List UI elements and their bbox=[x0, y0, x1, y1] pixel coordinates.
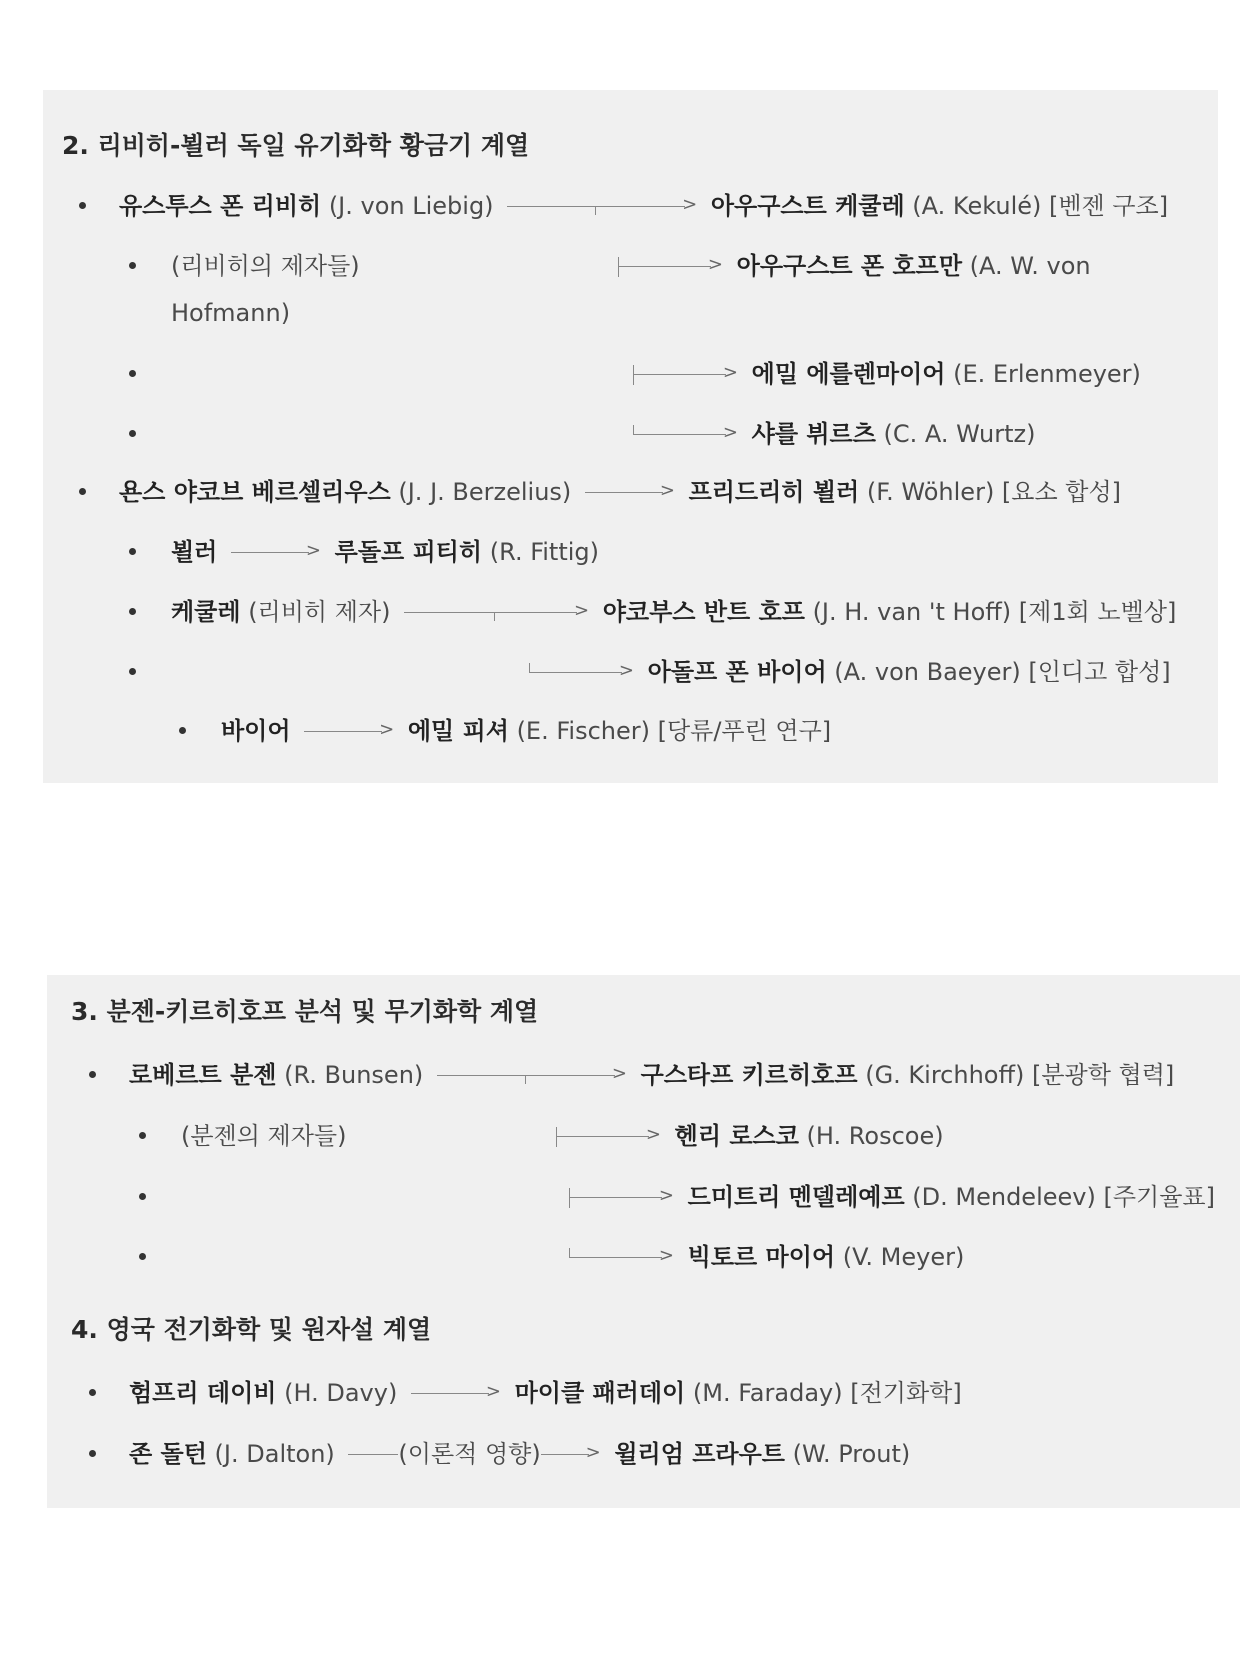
branch-arrow: > bbox=[633, 365, 738, 385]
person-kekule-short: 케쿨레 bbox=[171, 598, 241, 626]
lineage-baeyer bbox=[529, 657, 1171, 687]
person-baeyer: 아돌프 폰 바이어 bbox=[647, 658, 827, 686]
person-berzelius: 욘스 야코브 베르셀리우스 bbox=[119, 478, 391, 506]
bullet bbox=[129, 608, 136, 615]
bullet bbox=[89, 1071, 96, 1078]
bullet bbox=[79, 488, 86, 495]
erlenmeyer-en: (E. Erlenmeyer) bbox=[945, 360, 1141, 388]
hofmann-en-cont: Hofmann) bbox=[171, 299, 291, 327]
arrow-connector: > bbox=[585, 483, 675, 503]
bullet bbox=[139, 1253, 146, 1260]
person-fittig: 루돌프 피티히 bbox=[334, 538, 483, 566]
person-prout: 윌리엄 프라우트 bbox=[614, 1440, 785, 1468]
branch-end-arrow: > bbox=[529, 663, 634, 683]
liebig-en: (J. von Liebig) bbox=[321, 192, 494, 220]
lineage-bunsen-kirchhoff bbox=[129, 1060, 1174, 1090]
bunsen-en: (R. Bunsen) bbox=[276, 1061, 424, 1089]
person-erlenmeyer: 에밀 에를렌마이어 bbox=[751, 360, 946, 388]
person-dalton: 존 돌턴 bbox=[129, 1440, 207, 1468]
kekule-note: (리비히 제자) bbox=[240, 598, 391, 626]
liebig-students-note: (리비히의 제자들) bbox=[171, 252, 360, 280]
bullet bbox=[89, 1389, 96, 1396]
bullet bbox=[129, 430, 136, 437]
arrow-connector: > bbox=[437, 1066, 627, 1086]
bunsen-students-note: (분젠의 제자들) bbox=[181, 1122, 347, 1150]
kirchhoff-en: (G. Kirchhoff) [분광학 협력] bbox=[857, 1061, 1175, 1089]
bullet bbox=[129, 548, 136, 555]
section-3-title: 3. 분젠-키르히호프 분석 및 무기화학 계열 bbox=[71, 997, 539, 1026]
faraday-en: (M. Faraday) [전기화학] bbox=[685, 1379, 962, 1407]
arrow-connector: > bbox=[411, 1384, 501, 1404]
person-kekule: 아우구스트 케쿨레 bbox=[710, 192, 905, 220]
person-baeyer-short: 바이어 bbox=[221, 717, 291, 745]
berzelius-en: (J. J. Berzelius) bbox=[390, 478, 572, 506]
hofmann-en: (A. W. von bbox=[962, 252, 1091, 280]
person-vanthoff: 야코부스 반트 호프 bbox=[602, 598, 805, 626]
section-2-title: 2. 리비히-뵐러 독일 유기화학 황금기 계열 bbox=[62, 131, 530, 160]
section-4-title: 4. 영국 전기화학 및 원자설 계열 bbox=[71, 1315, 432, 1344]
person-wurtz: 샤를 뷔르츠 bbox=[751, 420, 876, 448]
wohler-en: (F. Wöhler) [요소 합성] bbox=[859, 478, 1122, 506]
lineage-kekule-vanthoff bbox=[171, 597, 1176, 627]
bullet bbox=[139, 1193, 146, 1200]
person-mendeleev: 드미트리 멘델레예프 bbox=[687, 1183, 905, 1211]
lineage-roscoe bbox=[556, 1121, 944, 1151]
davy-en: (H. Davy) bbox=[276, 1379, 398, 1407]
lineage-hofmann bbox=[618, 251, 1091, 281]
section-3-4-panel bbox=[47, 975, 1240, 1508]
lineage-berzelius-wohler bbox=[119, 477, 1121, 507]
person-meyer: 빅토르 마이어 bbox=[687, 1243, 836, 1271]
person-roscoe: 헨리 로스코 bbox=[674, 1122, 799, 1150]
wurtz-en: (C. A. Wurtz) bbox=[875, 420, 1036, 448]
fittig-en: (R. Fittig) bbox=[482, 538, 600, 566]
lineage-mendeleev bbox=[569, 1182, 1215, 1212]
lineage-liebig-kekule bbox=[119, 191, 1168, 221]
branch-end-arrow: > bbox=[569, 1248, 674, 1268]
lineage-davy-faraday bbox=[129, 1378, 962, 1408]
mendeleev-en: (D. Mendeleev) [주기율표] bbox=[904, 1183, 1215, 1211]
bullet bbox=[139, 1132, 146, 1139]
person-davy: 험프리 데이비 bbox=[129, 1379, 277, 1407]
lineage-wohler-fittig bbox=[171, 537, 599, 567]
branch-end-arrow: > bbox=[633, 425, 738, 445]
branch-arrow: > bbox=[556, 1127, 661, 1147]
person-fischer: 에밀 피셔 bbox=[407, 717, 509, 745]
person-faraday: 마이클 패러데이 bbox=[514, 1379, 686, 1407]
dalton-en: (J. Dalton) bbox=[206, 1440, 335, 1468]
bullet bbox=[129, 668, 136, 675]
lineage-wurtz bbox=[633, 419, 1036, 449]
branch-arrow: > bbox=[569, 1188, 674, 1208]
influence-label: (이론적 영향) bbox=[398, 1440, 541, 1468]
bullet bbox=[129, 370, 136, 377]
person-wohler-short: 뵐러 bbox=[171, 538, 218, 566]
lineage-meyer bbox=[569, 1242, 964, 1272]
person-liebig: 유스투스 폰 리비히 bbox=[119, 192, 322, 220]
person-hofmann: 아우구스트 폰 호프만 bbox=[736, 252, 963, 280]
arrow-connector: > bbox=[231, 543, 321, 563]
bullet bbox=[129, 262, 136, 269]
roscoe-en: (H. Roscoe) bbox=[798, 1122, 944, 1150]
person-bunsen: 로베르트 분젠 bbox=[129, 1061, 277, 1089]
lineage-dalton-prout bbox=[129, 1439, 910, 1469]
person-wohler: 프리드리히 뵐러 bbox=[688, 478, 860, 506]
meyer-en: (V. Meyer) bbox=[835, 1243, 965, 1271]
bullet bbox=[79, 202, 86, 209]
connector-segment bbox=[348, 1445, 398, 1465]
lineage-erlenmeyer bbox=[633, 359, 1141, 389]
baeyer-en: (A. von Baeyer) [인디고 합성] bbox=[826, 658, 1171, 686]
lineage-baeyer-fischer bbox=[221, 716, 831, 746]
prout-en: (W. Prout) bbox=[785, 1440, 911, 1468]
branch-arrow: > bbox=[618, 257, 723, 277]
bullet bbox=[179, 727, 186, 734]
arrow-connector: > bbox=[404, 603, 589, 623]
fischer-en: (E. Fischer) [당류/푸린 연구] bbox=[508, 717, 832, 745]
arrow-connector: > bbox=[507, 197, 697, 217]
kekule-en: (A. Kekulé) [벤젠 구조] bbox=[904, 192, 1169, 220]
arrow-connector: > bbox=[541, 1445, 601, 1465]
section-2-panel bbox=[43, 90, 1218, 783]
person-kirchhoff: 구스타프 키르히호프 bbox=[640, 1061, 858, 1089]
bullet bbox=[89, 1450, 96, 1457]
vanthoff-en: (J. H. van 't Hoff) [제1회 노벨상] bbox=[804, 598, 1177, 626]
arrow-connector: > bbox=[304, 722, 394, 742]
